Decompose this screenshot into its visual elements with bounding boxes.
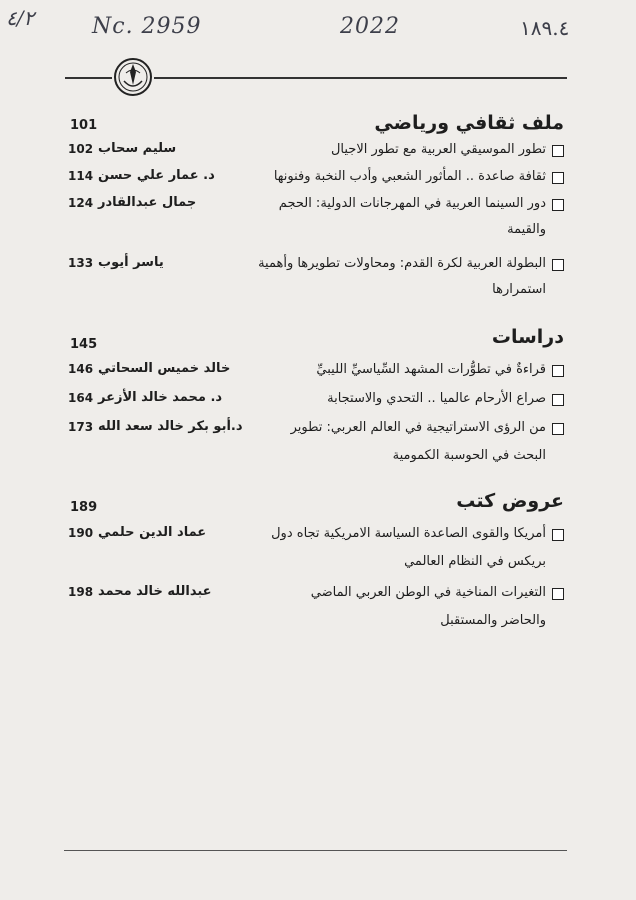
toc-entry (68, 389, 564, 413)
entry-title-continued: والحاضر والمستقبل (440, 613, 546, 628)
entry-page: 164 (68, 391, 94, 405)
entry-page: 124 (68, 196, 94, 210)
entry-title-continued: بريكس في النظام العالمي (404, 554, 546, 569)
section-page: 189 (70, 500, 98, 515)
entry-author: عبدالله خالد محمد (98, 584, 212, 599)
checkbox-icon (552, 423, 564, 435)
emblem-logo (112, 55, 154, 99)
handwritten-ref-number: Nc. 2959 (92, 14, 202, 39)
toc-entry (68, 524, 564, 578)
checkbox-icon (552, 145, 564, 157)
checkbox-icon (552, 199, 564, 211)
checkbox-icon (552, 529, 564, 541)
section-title-cultural-sports: ملف ثقافي ورياضي (374, 112, 564, 134)
entry-title: من الرؤى الاستراتيجية في العالم العربي: تطوير (290, 420, 546, 435)
checkbox-icon (552, 172, 564, 184)
entry-page: 114 (68, 169, 94, 183)
entry-title: التغيرات المناخية في الوطن العربي الماضي (310, 585, 546, 600)
entry-page: 133 (68, 256, 94, 270)
entry-page: 198 (68, 585, 94, 599)
entry-title: أمريكا والقوى الصاعدة السياسة الامريكية تجاه دول (271, 526, 546, 541)
handwritten-year: 2022 (340, 14, 400, 39)
entry-page: 190 (68, 526, 94, 540)
entry-title-continued: والقيمة (507, 222, 546, 237)
checkbox-icon (552, 394, 564, 406)
entry-page: 146 (68, 362, 94, 376)
handwritten-classification: ١٨٩.٤ (520, 16, 570, 40)
entry-title: قراءةٌ في تطوُّرات المشهد السِّياسيِّ الليبيِّ (316, 362, 546, 377)
entry-author: د. محمد خالد الأزعر (98, 390, 223, 405)
entry-title: تطور الموسيقي العربية مع تطور الاجيال (330, 142, 546, 157)
entry-title: البطولة العربية لكرة القدم: ومحاولات تطويرها وأهمية (258, 256, 546, 271)
checkbox-icon (552, 365, 564, 377)
entry-author: ياسر أيوب (98, 255, 164, 270)
section-page: 101 (70, 118, 98, 133)
entry-title: ثقافة صاعدة .. المأثور الشعبي وأدب النخبة وفنونها (273, 169, 546, 184)
entry-author: خالد خميس السحاتي (98, 361, 231, 376)
entry-title: دور السينما العربية في المهرجانات الدولية: الحجم (278, 196, 546, 211)
toc-entry (68, 167, 564, 191)
entry-author: د.أبو بكر خالد سعد الله (98, 419, 243, 434)
section-title-studies: دراسات (491, 326, 564, 348)
bottom-rule (64, 850, 567, 851)
toc-entry (68, 194, 564, 246)
entry-title-continued: استمرارها (492, 282, 546, 297)
checkbox-icon (552, 588, 564, 600)
entry-author: جمال عبدالقادر (98, 195, 197, 210)
section-page: 145 (70, 337, 98, 352)
entry-title: صراع الأرحام عالميا .. التحدي والاستجابة (327, 391, 546, 406)
section-title-book-reviews: عروض كتب (456, 490, 564, 512)
entry-page: 173 (68, 420, 94, 434)
entry-page: 102 (68, 142, 94, 156)
toc-entry (68, 140, 564, 164)
checkbox-icon (552, 259, 564, 271)
toc-entry (68, 583, 564, 637)
entry-author: سليم سحاب (98, 141, 177, 156)
toc-entry (68, 360, 564, 384)
handwritten-top-left: ٤/٢ (6, 6, 35, 30)
toc-entry (68, 254, 564, 306)
entry-author: د. عمار علي حسن (98, 168, 215, 183)
entry-author: عماد الدين حلمي (98, 525, 207, 540)
entry-title-continued: البحث في الحوسبة الكمومية (392, 448, 546, 463)
toc-entry (68, 418, 564, 472)
